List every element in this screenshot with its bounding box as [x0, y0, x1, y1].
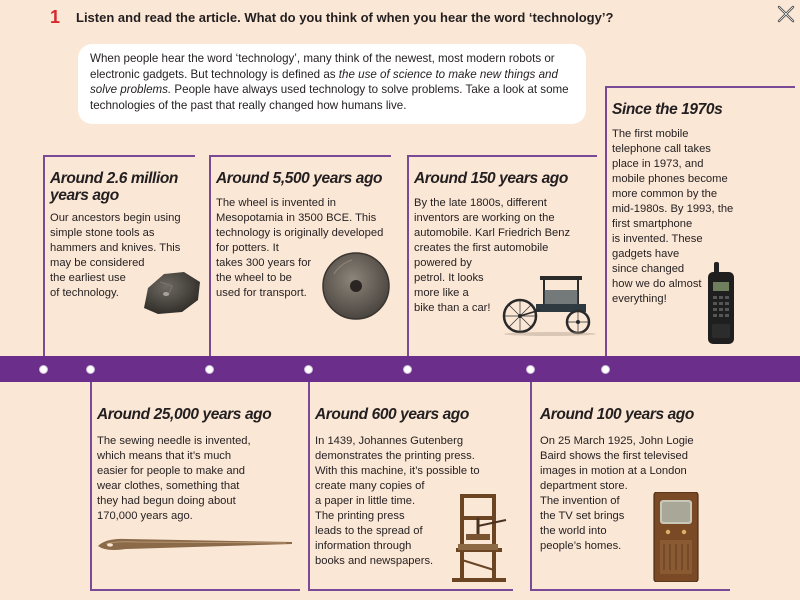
exercise-number: 1: [50, 7, 61, 27]
intro-definition: the use of science to make new things and solve problems.: [90, 67, 558, 96]
timeline-dot-e7: [526, 365, 535, 374]
timeline-dot-e6: [304, 365, 313, 374]
connector-e7-bottom: [530, 589, 730, 591]
printing-press-image: [448, 490, 510, 584]
event-needle-body: The sewing needle is invented, which means that it’s much easier for people to make and wear clothes, something that they had begun doing about 170,000 years ago.: [97, 435, 251, 522]
event-automobile-title: Around 150 years ago: [414, 170, 568, 187]
exercise-instruction: Listen and read the article. What do you think of when you hear the word ‘technology’?: [76, 10, 614, 25]
event-stone-tools-title: Around 2.6 million years ago: [50, 170, 179, 204]
tv-set-image: [652, 492, 700, 582]
intro-paragraph: [78, 44, 586, 124]
connector-e5-bottom: [90, 589, 300, 591]
connector-e6-bottom: [308, 589, 513, 591]
stone-tool-image: [138, 268, 204, 316]
event-printing-title: Around 600 years ago: [315, 406, 469, 423]
close-button[interactable]: [776, 4, 796, 24]
connector-e1: [43, 155, 45, 370]
connector-e3-top: [407, 155, 597, 157]
event-wheel-title: Around 5,500 years ago: [216, 170, 383, 187]
connector-e4: [605, 86, 607, 370]
timeline-dot-e1: [39, 365, 48, 374]
connector-e1-top: [43, 155, 195, 157]
timeline-bar: [0, 356, 800, 382]
timeline-dot-e2: [205, 365, 214, 374]
event-needle-title: Around 25,000 years ago: [97, 406, 272, 423]
event-tv-title: Around 100 years ago: [540, 406, 694, 423]
timeline-dot-e5: [86, 365, 95, 374]
event-tv-body: On 25 March 1925, John Logie Baird shows the first televised images in motion at a London department store. The invention of the TV set brings the world into people’s homes.: [540, 435, 694, 552]
event-mobile-title: Since the 1970s: [612, 101, 723, 118]
event-printing-body: In 1439, Johannes Gutenberg demonstrates the printing press. With this machine, it’s possible to create many copies of a paper in little time. The printing press leads to the spread of information through books and newspapers.: [315, 435, 480, 567]
mobile-phone-image: [704, 262, 740, 346]
event-stone-tools-body: Our ancestors begin using simple stone tools as hammers and knives. This may be considered the earliest use of technology.: [50, 212, 181, 299]
connector-e5: [90, 370, 92, 590]
close-icon: [776, 4, 796, 24]
timeline-dot-e4: [601, 365, 610, 374]
stone-wheel-image: [320, 250, 392, 322]
connector-e7: [530, 370, 532, 590]
timeline-dot-e3: [403, 365, 412, 374]
connector-e4-top: [605, 86, 795, 88]
event-automobile-body: By the late 1800s, different inventors are working on the automobile. Karl Friedrich Benz creates the first automobile powered by petrol. It looks more like a bike than a car!: [414, 197, 571, 314]
intro-text-part2: People have always used technology to solve problems. Take a look at some technologies of the past that really changed how humans live.: [90, 83, 569, 112]
benz-car-image: [500, 268, 600, 336]
event-mobile-body: The first mobile telephone call takes place in 1973, and mobile phones become more common by the mid-1980s. By 1993, the first smartphone is invented. These gadgets have since changed how we do almost everything!: [612, 128, 734, 305]
connector-e2-top: [209, 155, 391, 157]
intro-text-part1: When people hear the word ‘technology’, many think of the newest, most modern robots or electronic gadgets. But technology is defined as: [90, 52, 555, 81]
connector-e6: [308, 370, 310, 590]
event-wheel-body: The wheel is invented in Mesopotamia in 3500 BCE. This technology is originally developed for potters. It takes 300 years for the wheel to be used for transport.: [216, 197, 384, 299]
sewing-needle-image: [96, 530, 296, 556]
